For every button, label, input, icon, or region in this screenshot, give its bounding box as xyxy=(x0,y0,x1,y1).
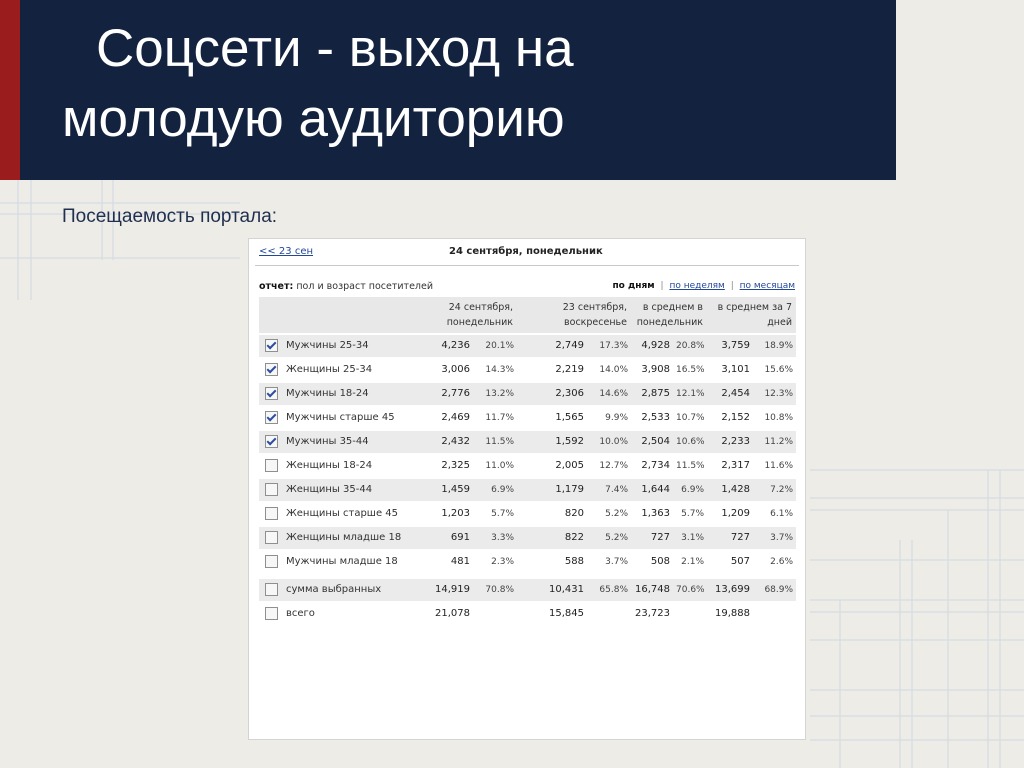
header-blank xyxy=(259,297,409,333)
day2-visits: 588 xyxy=(517,551,587,573)
day2-share: 17.3% xyxy=(587,335,631,357)
audience-table xyxy=(259,295,796,627)
row-label: Мужчины 18-24 xyxy=(283,383,409,405)
avg-monday-share: 10.7% xyxy=(673,407,707,429)
row-checkbox-cell xyxy=(259,527,283,549)
avg-monday-share: 12.1% xyxy=(673,383,707,405)
day1-share: 14.3% xyxy=(473,359,517,381)
day2-share: 5.2% xyxy=(587,527,631,549)
report-name: пол и возраст посетителей xyxy=(296,281,434,292)
table-row xyxy=(259,455,796,477)
table-spacer-cell xyxy=(259,575,796,577)
row-checkbox[interactable] xyxy=(265,531,278,544)
day1-share xyxy=(473,603,517,625)
avg-monday-share: 11.5% xyxy=(673,455,707,477)
row-checkbox[interactable] xyxy=(265,583,278,596)
day2-share: 12.7% xyxy=(587,455,631,477)
row-label: всего xyxy=(283,603,409,625)
day1-visits: 21,078 xyxy=(409,603,473,625)
avg-7days-share: 10.8% xyxy=(753,407,796,429)
table-row xyxy=(259,479,796,501)
day1-share: 20.1% xyxy=(473,335,517,357)
row-label: Женщины 18-24 xyxy=(283,455,409,477)
day2-visits: 1,592 xyxy=(517,431,587,453)
avg-7days-visits: 3,101 xyxy=(707,359,753,381)
day1-visits: 3,006 xyxy=(409,359,473,381)
avg-monday-share: 2.1% xyxy=(673,551,707,573)
day2-visits: 2,749 xyxy=(517,335,587,357)
stats-screenshot xyxy=(248,238,806,740)
period-switcher xyxy=(612,281,795,291)
avg-monday-visits: 1,644 xyxy=(631,479,673,501)
day1-visits: 4,236 xyxy=(409,335,473,357)
period-months-link[interactable]: по месяцам xyxy=(739,281,795,291)
avg-monday-share: 16.5% xyxy=(673,359,707,381)
day2-visits: 2,306 xyxy=(517,383,587,405)
table-spacer xyxy=(259,575,796,577)
table-row xyxy=(259,431,796,453)
avg-7days-share: 6.1% xyxy=(753,503,796,525)
day2-share xyxy=(587,603,631,625)
row-checkbox[interactable] xyxy=(265,387,278,400)
row-label: сумма выбранных xyxy=(283,579,409,601)
day1-share: 3.3% xyxy=(473,527,517,549)
row-label: Женщины 25-34 xyxy=(283,359,409,381)
table-row xyxy=(259,383,796,405)
row-checkbox-cell xyxy=(259,335,283,357)
day2-share: 3.7% xyxy=(587,551,631,573)
avg-7days-visits: 13,699 xyxy=(707,579,753,601)
day1-share: 11.5% xyxy=(473,431,517,453)
day1-visits: 2,469 xyxy=(409,407,473,429)
avg-monday-visits: 3,908 xyxy=(631,359,673,381)
table-row xyxy=(259,579,796,601)
row-checkbox[interactable] xyxy=(265,555,278,568)
avg-7days-share xyxy=(753,603,796,625)
column-header-avg-monday: в среднем в понедельник xyxy=(631,297,707,333)
day1-visits: 2,776 xyxy=(409,383,473,405)
row-checkbox-cell xyxy=(259,359,283,381)
row-checkbox-cell xyxy=(259,503,283,525)
slide-title xyxy=(62,14,862,154)
avg-7days-share: 2.6% xyxy=(753,551,796,573)
day2-visits: 15,845 xyxy=(517,603,587,625)
day1-visits: 2,432 xyxy=(409,431,473,453)
avg-monday-share xyxy=(673,603,707,625)
row-label: Мужчины младше 18 xyxy=(283,551,409,573)
report-title xyxy=(259,281,433,292)
day2-visits: 820 xyxy=(517,503,587,525)
row-checkbox[interactable] xyxy=(265,607,278,620)
row-label: Мужчины 25-34 xyxy=(283,335,409,357)
avg-monday-visits: 1,363 xyxy=(631,503,673,525)
period-separator: | xyxy=(660,281,664,291)
avg-7days-share: 11.6% xyxy=(753,455,796,477)
row-checkbox[interactable] xyxy=(265,507,278,520)
day1-share: 13.2% xyxy=(473,383,517,405)
avg-7days-visits: 2,454 xyxy=(707,383,753,405)
left-accent-bar xyxy=(0,0,20,180)
day1-share: 11.7% xyxy=(473,407,517,429)
day2-share: 65.8% xyxy=(587,579,631,601)
column-header-day2: 23 сентября, воскресенье xyxy=(517,297,631,333)
day1-visits: 2,325 xyxy=(409,455,473,477)
period-separator: | xyxy=(730,281,734,291)
table-header-row xyxy=(259,297,796,333)
avg-7days-share: 7.2% xyxy=(753,479,796,501)
row-checkbox-cell xyxy=(259,479,283,501)
avg-7days-visits: 2,317 xyxy=(707,455,753,477)
avg-monday-visits: 2,734 xyxy=(631,455,673,477)
row-label: Женщины 35-44 xyxy=(283,479,409,501)
date-navigation xyxy=(249,239,805,265)
avg-monday-share: 6.9% xyxy=(673,479,707,501)
day2-visits: 1,179 xyxy=(517,479,587,501)
day1-visits: 1,459 xyxy=(409,479,473,501)
avg-7days-visits: 3,759 xyxy=(707,335,753,357)
avg-monday-share: 70.6% xyxy=(673,579,707,601)
table-row xyxy=(259,527,796,549)
avg-7days-visits: 19,888 xyxy=(707,603,753,625)
day2-share: 10.0% xyxy=(587,431,631,453)
day2-visits: 10,431 xyxy=(517,579,587,601)
avg-monday-visits: 508 xyxy=(631,551,673,573)
day2-visits: 2,005 xyxy=(517,455,587,477)
period-days: по дням xyxy=(612,281,655,291)
nav-divider xyxy=(255,265,799,266)
day1-share: 6.9% xyxy=(473,479,517,501)
avg-monday-share: 20.8% xyxy=(673,335,707,357)
table-row xyxy=(259,335,796,357)
avg-7days-visits: 2,233 xyxy=(707,431,753,453)
avg-monday-visits: 16,748 xyxy=(631,579,673,601)
row-checkbox-cell xyxy=(259,579,283,601)
avg-monday-visits: 2,504 xyxy=(631,431,673,453)
row-checkbox[interactable] xyxy=(265,483,278,496)
column-header-avg-7days: в среднем за 7 дней xyxy=(707,297,796,333)
avg-7days-share: 11.2% xyxy=(753,431,796,453)
avg-7days-share: 18.9% xyxy=(753,335,796,357)
row-checkbox-cell xyxy=(259,431,283,453)
avg-7days-visits: 727 xyxy=(707,527,753,549)
avg-7days-visits: 1,428 xyxy=(707,479,753,501)
avg-monday-visits: 23,723 xyxy=(631,603,673,625)
day2-visits: 1,565 xyxy=(517,407,587,429)
table-row xyxy=(259,359,796,381)
day1-visits: 481 xyxy=(409,551,473,573)
previous-day-link[interactable]: << 23 сен xyxy=(259,246,314,257)
table-body xyxy=(259,335,796,625)
day1-share: 11.0% xyxy=(473,455,517,477)
row-checkbox[interactable] xyxy=(265,339,278,352)
avg-7days-visits: 507 xyxy=(707,551,753,573)
report-label: отчет: xyxy=(259,281,294,292)
table-row xyxy=(259,603,796,625)
avg-monday-visits: 727 xyxy=(631,527,673,549)
avg-monday-share: 10.6% xyxy=(673,431,707,453)
day1-share: 70.8% xyxy=(473,579,517,601)
day2-share: 5.2% xyxy=(587,503,631,525)
day2-visits: 822 xyxy=(517,527,587,549)
row-checkbox-cell xyxy=(259,551,283,573)
row-checkbox-cell xyxy=(259,603,283,625)
avg-7days-share: 15.6% xyxy=(753,359,796,381)
avg-7days-visits: 1,209 xyxy=(707,503,753,525)
row-label: Мужчины 35-44 xyxy=(283,431,409,453)
avg-7days-visits: 2,152 xyxy=(707,407,753,429)
slide-title-line-1: Соцсети - выход на xyxy=(96,19,574,78)
table-row xyxy=(259,551,796,573)
avg-monday-visits: 4,928 xyxy=(631,335,673,357)
slide-subtitle: Посещаемость портала: xyxy=(62,206,278,227)
avg-7days-share: 12.3% xyxy=(753,383,796,405)
row-checkbox-cell xyxy=(259,383,283,405)
slide-title-line-2: молодую аудиторию xyxy=(62,89,565,148)
avg-monday-visits: 2,875 xyxy=(631,383,673,405)
avg-monday-share: 5.7% xyxy=(673,503,707,525)
day2-share: 9.9% xyxy=(587,407,631,429)
table-row xyxy=(259,503,796,525)
day1-visits: 691 xyxy=(409,527,473,549)
row-checkbox[interactable] xyxy=(265,459,278,472)
day2-visits: 2,219 xyxy=(517,359,587,381)
row-checkbox[interactable] xyxy=(265,435,278,448)
row-label: Женщины старше 45 xyxy=(283,503,409,525)
avg-7days-share: 68.9% xyxy=(753,579,796,601)
row-checkbox[interactable] xyxy=(265,411,278,424)
day1-share: 5.7% xyxy=(473,503,517,525)
day1-visits: 1,203 xyxy=(409,503,473,525)
day1-share: 2.3% xyxy=(473,551,517,573)
row-label: Женщины младше 18 xyxy=(283,527,409,549)
avg-monday-visits: 2,533 xyxy=(631,407,673,429)
day2-share: 14.0% xyxy=(587,359,631,381)
day2-share: 7.4% xyxy=(587,479,631,501)
row-label: Мужчины старше 45 xyxy=(283,407,409,429)
current-date: 24 сентября, понедельник xyxy=(449,246,603,257)
column-header-day1: 24 сентября, понедельник xyxy=(409,297,517,333)
avg-monday-share: 3.1% xyxy=(673,527,707,549)
day1-visits: 14,919 xyxy=(409,579,473,601)
period-weeks-link[interactable]: по неделям xyxy=(669,281,725,291)
row-checkbox-cell xyxy=(259,455,283,477)
row-checkbox-cell xyxy=(259,407,283,429)
day2-share: 14.6% xyxy=(587,383,631,405)
row-checkbox[interactable] xyxy=(265,363,278,376)
avg-7days-share: 3.7% xyxy=(753,527,796,549)
table-row xyxy=(259,407,796,429)
